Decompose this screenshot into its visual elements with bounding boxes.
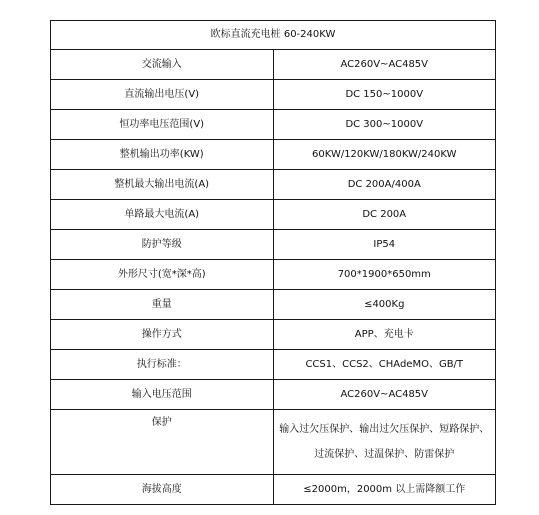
table-row	[51, 50, 496, 80]
table-row	[51, 170, 496, 200]
spec-value: DC 150~1000V	[273, 80, 496, 110]
table-row	[51, 230, 496, 260]
spec-label: 直流输出电压(V)	[51, 80, 274, 110]
spec-value: CCS1、CCS2、CHAdeMO、GB/T	[273, 350, 496, 380]
table-row	[51, 475, 496, 505]
spec-value: ≤400Kg	[273, 290, 496, 320]
spec-value: APP、充电卡	[273, 320, 496, 350]
spec-label: 单路最大电流(A)	[51, 200, 274, 230]
table-title-row	[51, 21, 496, 50]
table-row	[51, 320, 496, 350]
spec-label: 整机最大输出电流(A)	[51, 170, 274, 200]
spec-value: DC 200A	[273, 200, 496, 230]
table-row	[51, 290, 496, 320]
spec-label: 海拔高度	[51, 475, 274, 505]
table-row	[51, 140, 496, 170]
spec-label: 防护等级	[51, 230, 274, 260]
spec-value: AC260V~AC485V	[273, 380, 496, 410]
spec-value: IP54	[273, 230, 496, 260]
spec-value: 700*1900*650mm	[273, 260, 496, 290]
spec-label: 恒功率电压范围(V)	[51, 110, 274, 140]
spec-label: 交流输入	[51, 50, 274, 80]
spec-value: DC 200A/400A	[273, 170, 496, 200]
table-title: 欧标直流充电桩 60-240KW	[51, 21, 496, 50]
spec-label: 外形尺寸(宽*深*高)	[51, 260, 274, 290]
table-row	[51, 410, 496, 475]
spec-label: 输入电压范围	[51, 380, 274, 410]
table-row	[51, 260, 496, 290]
spec-label: 执行标准：	[51, 350, 274, 380]
spec-table	[50, 20, 496, 505]
spec-label: 整机输出功率(KW)	[51, 140, 274, 170]
spec-value: DC 300~1000V	[273, 110, 496, 140]
table-row	[51, 200, 496, 230]
spec-label: 重量	[51, 290, 274, 320]
spec-value: AC260V~AC485V	[273, 50, 496, 80]
spec-label: 操作方式	[51, 320, 274, 350]
spec-value: ≤2000m，2000m 以上需降额工作	[273, 475, 496, 505]
spec-value: 60KW/120KW/180KW/240KW	[273, 140, 496, 170]
table-row	[51, 80, 496, 110]
spec-value: 输入过欠压保护、输出过欠压保护、短路保护、过流保护、过温保护、防雷保护	[273, 410, 496, 475]
spec-label: 保护	[51, 410, 274, 475]
table-row	[51, 350, 496, 380]
table-row	[51, 110, 496, 140]
table-row	[51, 380, 496, 410]
